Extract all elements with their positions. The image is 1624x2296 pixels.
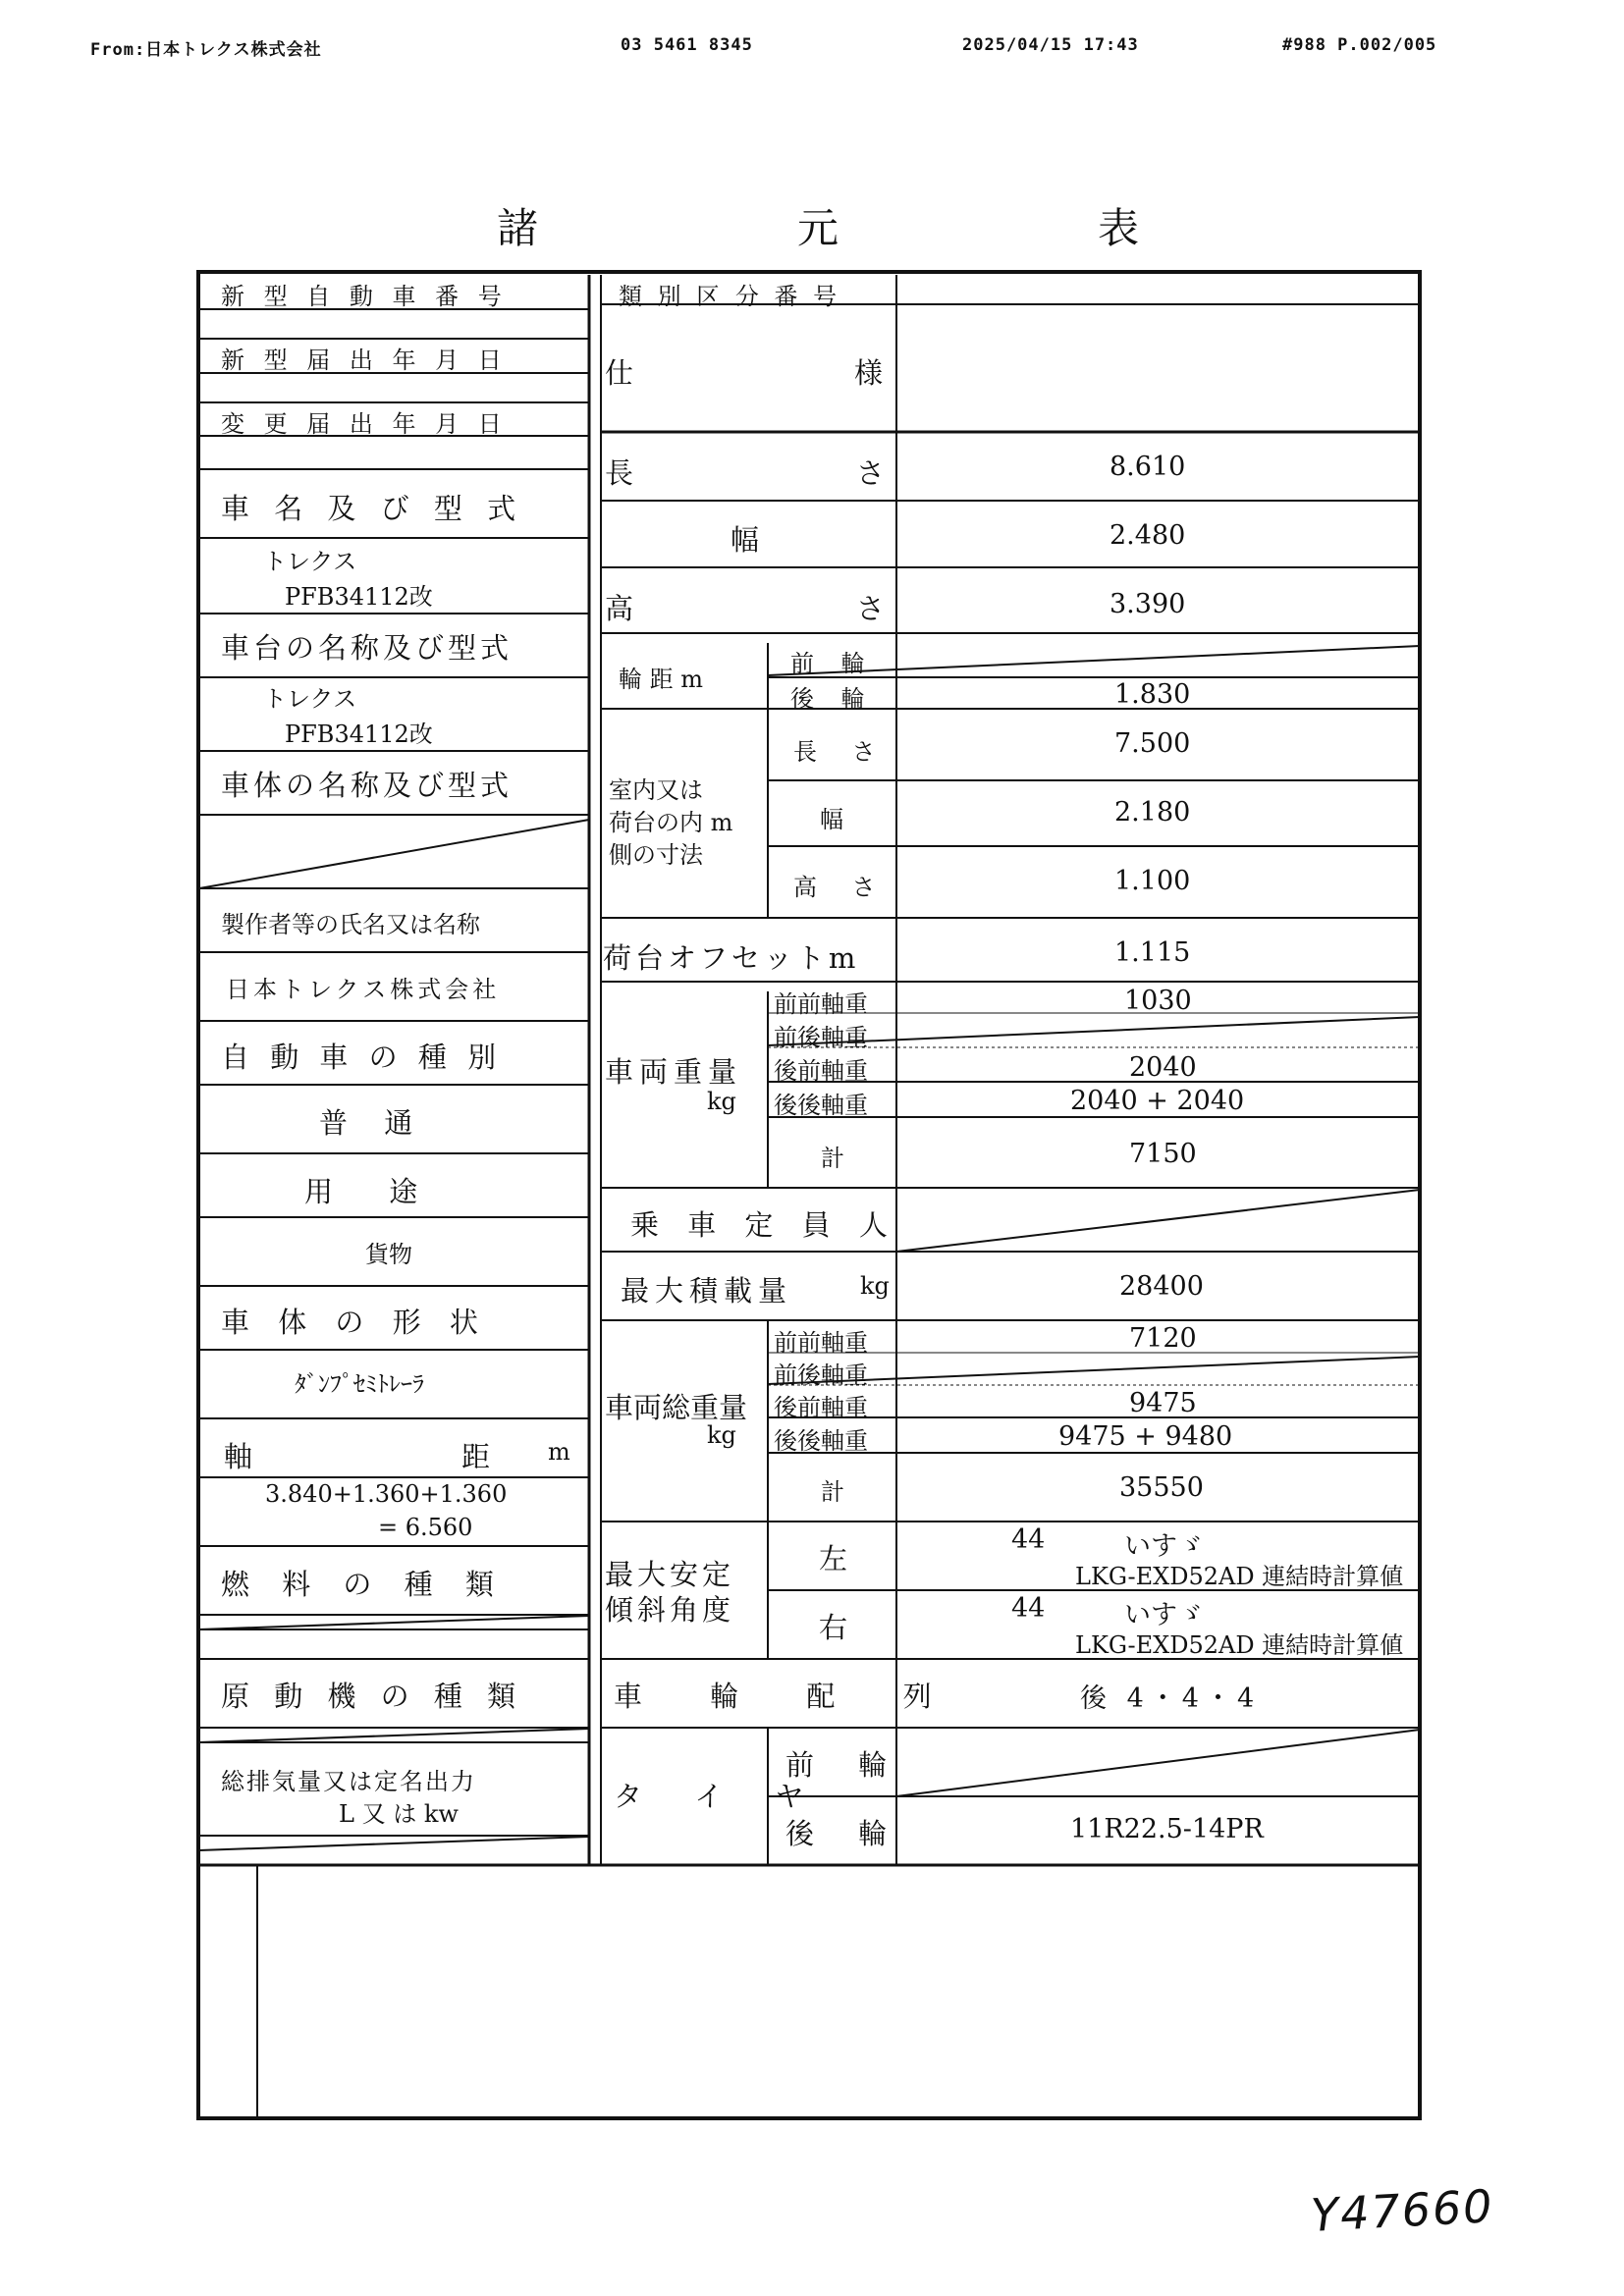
label-height-2: さ: [856, 592, 886, 625]
value-tilt-right-note: LKG-EXD52AD 連結時計算値: [1075, 1631, 1404, 1659]
label-gross-axle-rr: 後後軸重: [774, 1427, 868, 1455]
vehicle-type-value: 普 通: [319, 1106, 427, 1140]
value-in-height: 1.100: [1114, 866, 1191, 896]
value-offset: 1.115: [1114, 937, 1191, 968]
label-front-wheel: 前 輪: [790, 650, 875, 677]
value-tilt-left-maker: いすゞ: [1124, 1531, 1204, 1562]
label-axle-rr: 後後軸重: [774, 1092, 868, 1119]
label-in-width: 幅: [820, 806, 843, 833]
label-tilt-left: 左: [819, 1542, 848, 1575]
vehicle-name-line2: PFB34112改: [285, 583, 433, 611]
label-new-model-number: 新 型 自 動 車 番 号: [221, 283, 508, 310]
label-length-2: さ: [856, 456, 886, 490]
label-fuel: 燃 料 の 種 類: [221, 1568, 506, 1601]
value-in-width: 2.180: [1114, 797, 1191, 828]
wheelbase-value-1: 3.840+1.360+1.360: [265, 1480, 508, 1508]
label-axle-fr: 前後軸重: [774, 1024, 868, 1051]
fax-phone: 03 5461 8345: [621, 35, 753, 55]
label-spec-2: 様: [854, 356, 884, 390]
label-vehicle-weight: 車両重量: [605, 1055, 743, 1089]
label-rear-wheel: 後 輪: [790, 685, 875, 713]
label-wheelbase: 軸: [224, 1440, 253, 1473]
label-capacity: 乗 車 定 員 人: [630, 1208, 897, 1242]
label-gross-axle-fr: 前後軸重: [774, 1362, 868, 1389]
value-gross-rf: 9475: [1129, 1388, 1197, 1418]
label-interior-3: 側の寸法: [609, 841, 703, 869]
label-maker: 製作者等の氏名又は名称: [221, 911, 480, 938]
value-in-length: 7.500: [1114, 728, 1191, 759]
label-gross-weight: 車両総重量: [605, 1391, 748, 1424]
label-tire-rear: 後 輪: [785, 1817, 905, 1850]
label-body-shape: 車 体 の 形 状: [221, 1306, 488, 1339]
label-tire: タ イ ヤ: [614, 1780, 826, 1813]
label-tire-front: 前 輪: [785, 1748, 905, 1782]
fax-sender: From:日本トレクス株式会社: [90, 40, 322, 60]
value-tilt-left-note: LKG-EXD52AD 連結時計算値: [1075, 1563, 1404, 1590]
label-axle-ff: 前前軸重: [774, 990, 868, 1018]
label-width: 幅: [731, 523, 760, 557]
label-length: 長: [605, 456, 634, 490]
value-weight-total: 7150: [1129, 1139, 1197, 1169]
label-tilt-1: 最大安定: [605, 1558, 735, 1591]
label-vehicle-type: 自 動 車 の 種 別: [221, 1041, 503, 1074]
value-tilt-right-angle: 44: [1011, 1593, 1046, 1624]
label-interior-2: 荷台の内 m: [609, 809, 733, 836]
fax-datetime: 2025/04/15 17:43: [962, 35, 1139, 55]
chassis-line1: トレクス: [263, 685, 357, 713]
label-interior-1: 室内又は: [609, 776, 703, 804]
use-value: 貨物: [365, 1241, 412, 1268]
label-displacement: 総排気量又は定名出力: [221, 1768, 476, 1795]
label-wheel-arrangement: 車 輪 配 列: [614, 1680, 961, 1713]
value-width: 2.480: [1110, 520, 1186, 551]
label-new-model-date: 新 型 届 出 年 月 日: [221, 347, 508, 374]
label-max-load-unit: kg: [860, 1272, 890, 1300]
value-tilt-left-angle: 44: [1011, 1524, 1046, 1555]
label-gross-weight-unit: kg: [707, 1421, 736, 1449]
value-tire-rear: 11R22.5-14PR: [1070, 1814, 1264, 1844]
value-tread-rear: 1.830: [1114, 679, 1191, 710]
value-weight-rr: 2040 + 2040: [1070, 1086, 1245, 1116]
label-in-height: 高 さ: [793, 874, 890, 901]
value-height: 3.390: [1110, 589, 1186, 619]
label-engine: 原 動 機 の 種 類: [221, 1680, 524, 1713]
handwritten-note: Y47660: [1309, 2179, 1495, 2242]
label-vehicle-name: 車 名 及 び 型 式: [221, 492, 524, 525]
title-char: 表: [1098, 204, 1140, 252]
label-use: 用 途: [304, 1175, 442, 1208]
label-gross-total: 計: [821, 1478, 844, 1506]
label-change-date: 変 更 届 出 年 月 日: [221, 410, 508, 438]
wheelbase-value-2: = 6.560: [378, 1514, 473, 1541]
label-in-length: 長 さ: [793, 738, 890, 766]
value-tilt-right-maker: いすゞ: [1124, 1600, 1204, 1630]
body-shape-value: ﾀﾞﾝﾌﾟｾﾐﾄﾚｰﾗ: [295, 1370, 424, 1398]
label-axle-rf: 後前軸重: [774, 1057, 868, 1085]
title-char: 諸: [497, 204, 539, 252]
label-tilt-2: 傾斜角度: [605, 1593, 735, 1627]
value-gross-ff: 7120: [1129, 1323, 1197, 1354]
value-length: 8.610: [1110, 452, 1186, 482]
label-gross-axle-rf: 後前軸重: [774, 1394, 868, 1421]
value-weight-ff: 1030: [1124, 986, 1192, 1016]
maker-value: 日本トレクス株式会社: [226, 976, 501, 1003]
title-char: 元: [797, 204, 839, 252]
label-weight-total: 計: [821, 1145, 844, 1172]
value-gross-total: 35550: [1119, 1472, 1204, 1503]
label-wheelbase-2: 距: [461, 1440, 491, 1473]
value-gross-rr: 9475 + 9480: [1058, 1421, 1233, 1452]
label-body: 車体の名称及び型式: [221, 769, 514, 802]
label-tread: 輪 距 m: [619, 666, 704, 693]
chassis-line2: PFB34112改: [285, 721, 433, 748]
label-tilt-right: 右: [819, 1611, 848, 1644]
label-class-number: 類 別 区 分 番 号: [619, 283, 841, 310]
label-max-load: 最大積載量: [621, 1274, 793, 1308]
wheelbase-unit: m: [548, 1438, 570, 1466]
value-weight-rf: 2040: [1129, 1052, 1197, 1083]
vehicle-name-line1: トレクス: [263, 548, 357, 575]
label-vehicle-weight-unit: kg: [707, 1088, 736, 1115]
value-wheel-arrangement: 後 4・4・4: [1080, 1683, 1261, 1714]
label-spec: 仕: [605, 356, 634, 390]
label-chassis: 車台の名称及び型式: [221, 631, 514, 665]
label-offset: 荷台オフセットm: [603, 941, 860, 975]
label-height: 高: [605, 592, 634, 625]
value-max-load: 28400: [1119, 1271, 1204, 1302]
label-displacement-unit: L 又 は kw: [339, 1800, 459, 1828]
label-gross-axle-ff: 前前軸重: [774, 1329, 868, 1357]
fax-page: #988 P.002/005: [1282, 35, 1437, 55]
